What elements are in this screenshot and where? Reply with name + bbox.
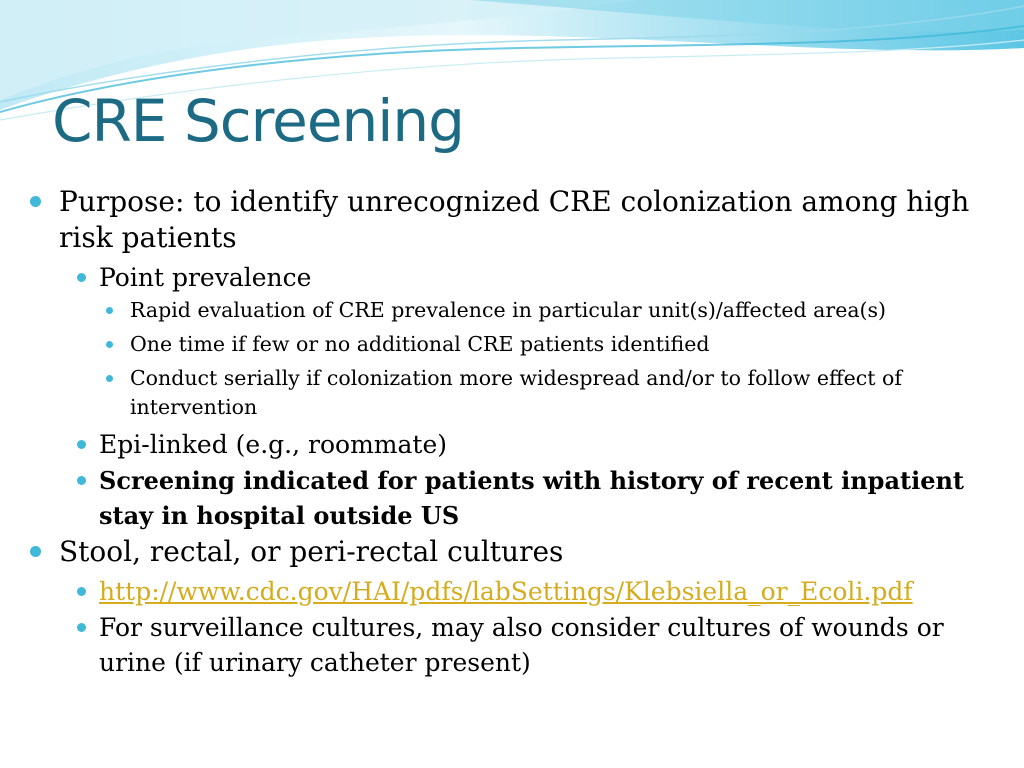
bullet-text: Point prevalence xyxy=(99,263,312,292)
bullet-stool-cultures xyxy=(30,534,1005,570)
bullet-icon xyxy=(30,196,41,207)
bullet-icon xyxy=(77,587,86,596)
slide-title: CRE Screening xyxy=(52,87,464,155)
bullet-surveillance-cultures xyxy=(30,610,1005,680)
bullet-text: Epi-linked (e.g., roommate) xyxy=(99,430,447,459)
bullet-text: Stool, rectal, or peri-rectal cultures xyxy=(59,535,564,568)
bullet-text: Rapid evaluation of CRE prevalence in particular unit(s)/affected area(s) xyxy=(130,298,887,322)
cdc-pdf-link[interactable]: http://www.cdc.gov/HAI/pdfs/labSettings/Klebsiella_or_Ecoli.pdf xyxy=(99,577,913,606)
bullet-screening-indicated xyxy=(30,463,1005,533)
bullet-text: Screening indicated for patients with history of recent inpatient stay in hospital outside US xyxy=(99,466,965,530)
bullet-epi-linked xyxy=(30,427,1005,462)
bullet-conduct-serially xyxy=(30,364,1005,422)
bullet-text: Purpose: to identify unrecognized CRE colonization among high risk patients xyxy=(59,185,970,254)
bullet-icon xyxy=(77,476,86,485)
bullet-point-prevalence xyxy=(30,260,1005,295)
bullet-icon xyxy=(106,307,113,314)
bullet-text: Conduct serially if colonization more widespread and/or to follow effect of intervention xyxy=(130,366,902,419)
bullet-icon xyxy=(30,546,41,557)
bullet-rapid-evaluation xyxy=(30,296,1005,325)
bullet-icon xyxy=(77,273,86,282)
bullet-one-time xyxy=(30,330,1005,359)
bullet-icon xyxy=(106,375,113,382)
bullet-cdc-link xyxy=(30,574,1005,609)
bullet-icon xyxy=(106,341,113,348)
bullet-text: One time if few or no additional CRE patients identified xyxy=(130,332,710,356)
bullet-text: For surveillance cultures, may also consider cultures of wounds or urine (if urinary catheter present) xyxy=(99,613,944,677)
slide-body xyxy=(30,184,1005,681)
bullet-purpose xyxy=(30,184,1005,256)
bullet-icon xyxy=(77,440,86,449)
bullet-icon xyxy=(77,623,86,632)
